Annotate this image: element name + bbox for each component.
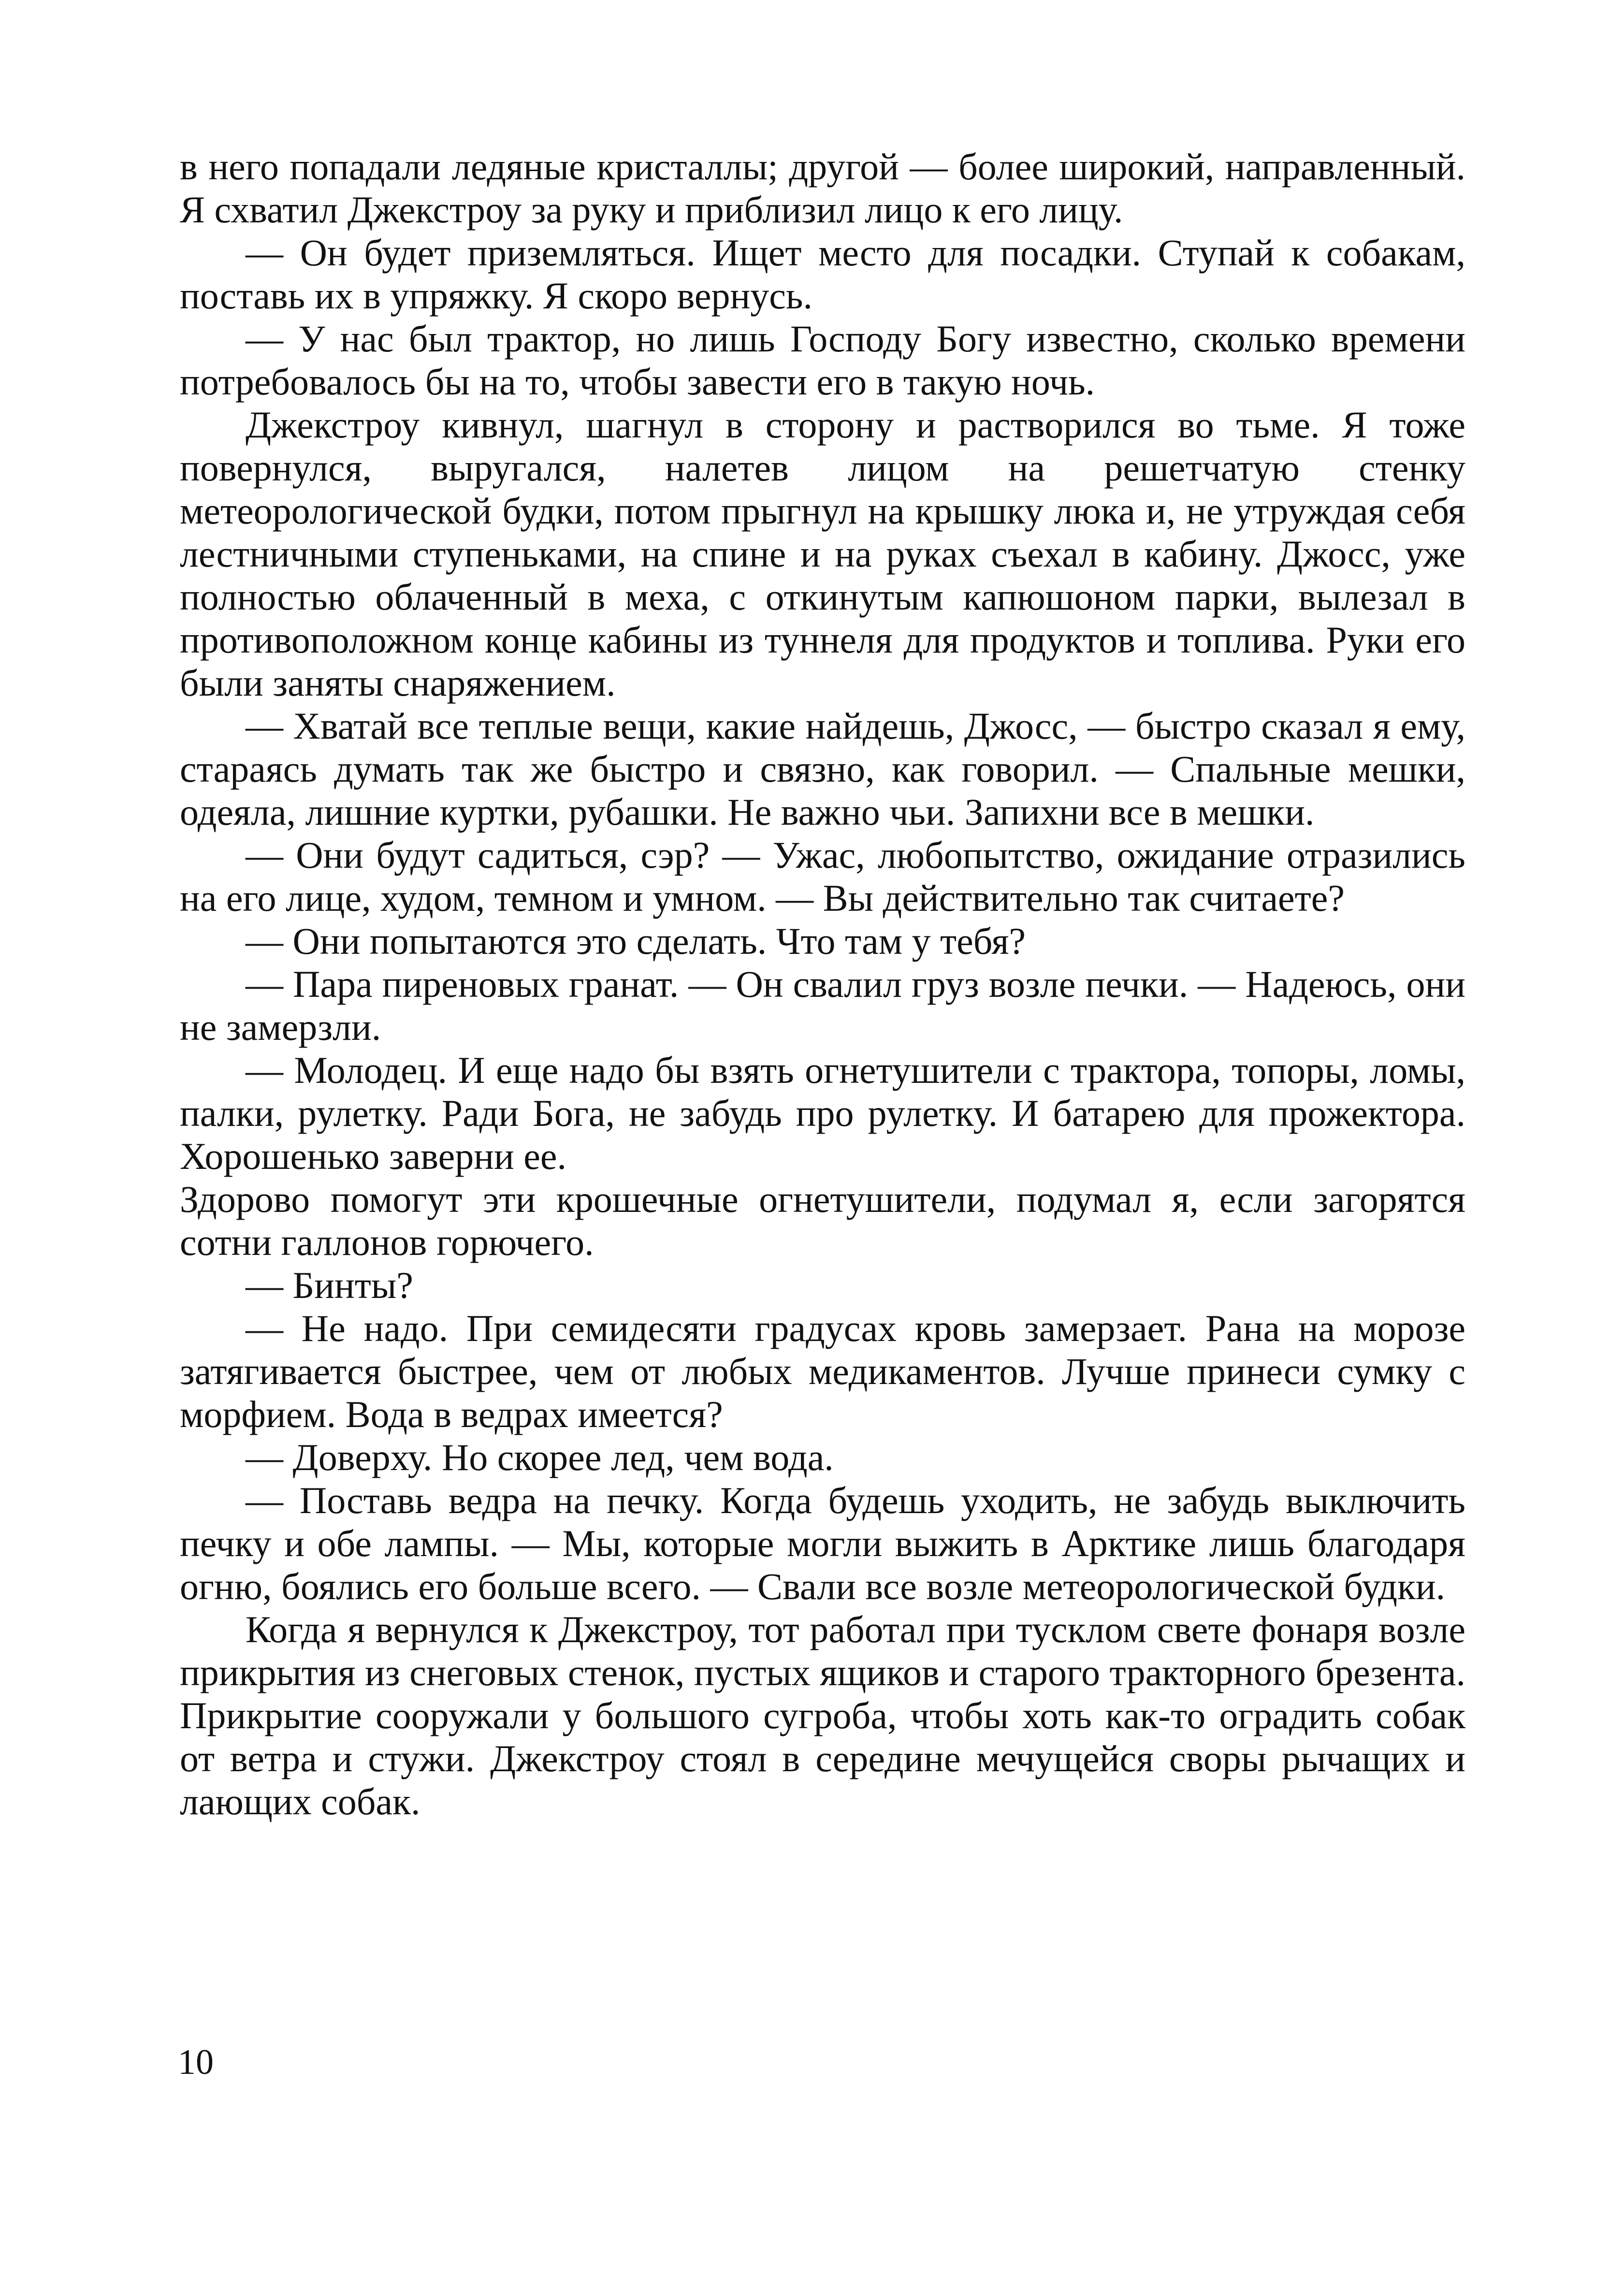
paragraph: — Он будет приземляться. Ищет место для посадки. Ступай к собакам, поставь их в упряжку. Я скоро вернусь. [180, 232, 1465, 317]
paragraph: — Не надо. При семидесяти градусах кровь замерзает. Рана на морозе затягивается быстрее, чем от любых медикаментов. Лучше принеси сумку с морфием. Вода в ведрах имеется? [180, 1307, 1465, 1435]
body-text [180, 145, 1465, 1823]
paragraph: — Пара пиреновых гранат. — Он свалил груз возле печки. — Надеюсь, они не замерзли. [180, 963, 1465, 1048]
paragraph: — У нас был трактор, но лишь Господу Богу известно, сколько времени потребовалось бы на то, чтобы завести его в такую ночь. [180, 318, 1465, 403]
page-number: 10 [178, 2042, 214, 2082]
paragraph: Здорово помогут эти крошечные огнетушители, подумал я, если загорятся сотни галлонов горючего. [180, 1178, 1465, 1263]
paragraph: — Бинты? [246, 1264, 413, 1306]
paragraph: в него попадали ледяные кристаллы; другой — более широкий, направленный. Я схватил Джекстроу за руку и приблизил лицо к его лицу. [180, 146, 1465, 231]
paragraph: — Поставь ведра на печку. Когда будешь уходить, не забудь выключить печку и обе лампы. — Мы, которые могли выжить в Арктике лишь благодаря огню, боялись его больше всего. — Свали все возле метеорологической будки. [180, 1479, 1465, 1607]
paragraph: — Они попытаются это сделать. Что там у тебя? [246, 920, 1026, 962]
paragraph: — Хватай все теплые вещи, какие найдешь, Джосс, — быстро сказал я ему, стараясь думать так же быстро и связно, как говорил. — Спальные мешки, одеяла, лишние куртки, рубашки. Не важно чьи. Запихни все в мешки. [180, 705, 1465, 833]
paragraph: — Доверху. Но скорее лед, чем вода. [246, 1436, 834, 1478]
paragraph: — Молодец. И еще надо бы взять огнетушители с трактора, топоры, ломы, палки, рулетку. Ради Бога, не забудь про рулетку. И батарею для прожектора. Хорошенько заверни ее. [180, 1049, 1465, 1177]
paragraph: Когда я вернулся к Джекстроу, тот работал при тусклом свете фонаря возле прикрытия из снеговых стенок, пустых ящиков и старого тракторного брезента. Прикрытие сооружали у большого сугроба, чтобы хоть как-то оградить собак от ветра и стужи. Джекстроу стоял в середине мечущейся своры рычащих и лающих собак. [180, 1608, 1465, 1822]
paragraph: Джекстроу кивнул, шагнул в сторону и растворился во тьме. Я тоже повернулся, выругался, налетев лицом на решетчатую стенку метеорологической будки, потом прыгнул на крышку люка и, не утруждая себя лестничными ступеньками, на спине и на руках съехал в кабину. Джосс, уже полностью облаченный в меха, с откинутым капюшоном парки, вылезал в противоположном конце кабины из туннеля для продуктов и топлива. Руки его были заняты снаряжением. [180, 404, 1465, 704]
paragraph: — Они будут садиться, сэр? — Ужас, любопытство, ожидание отразились на его лице, худом, темном и умном. — Вы действительно так считаете? [180, 834, 1465, 919]
